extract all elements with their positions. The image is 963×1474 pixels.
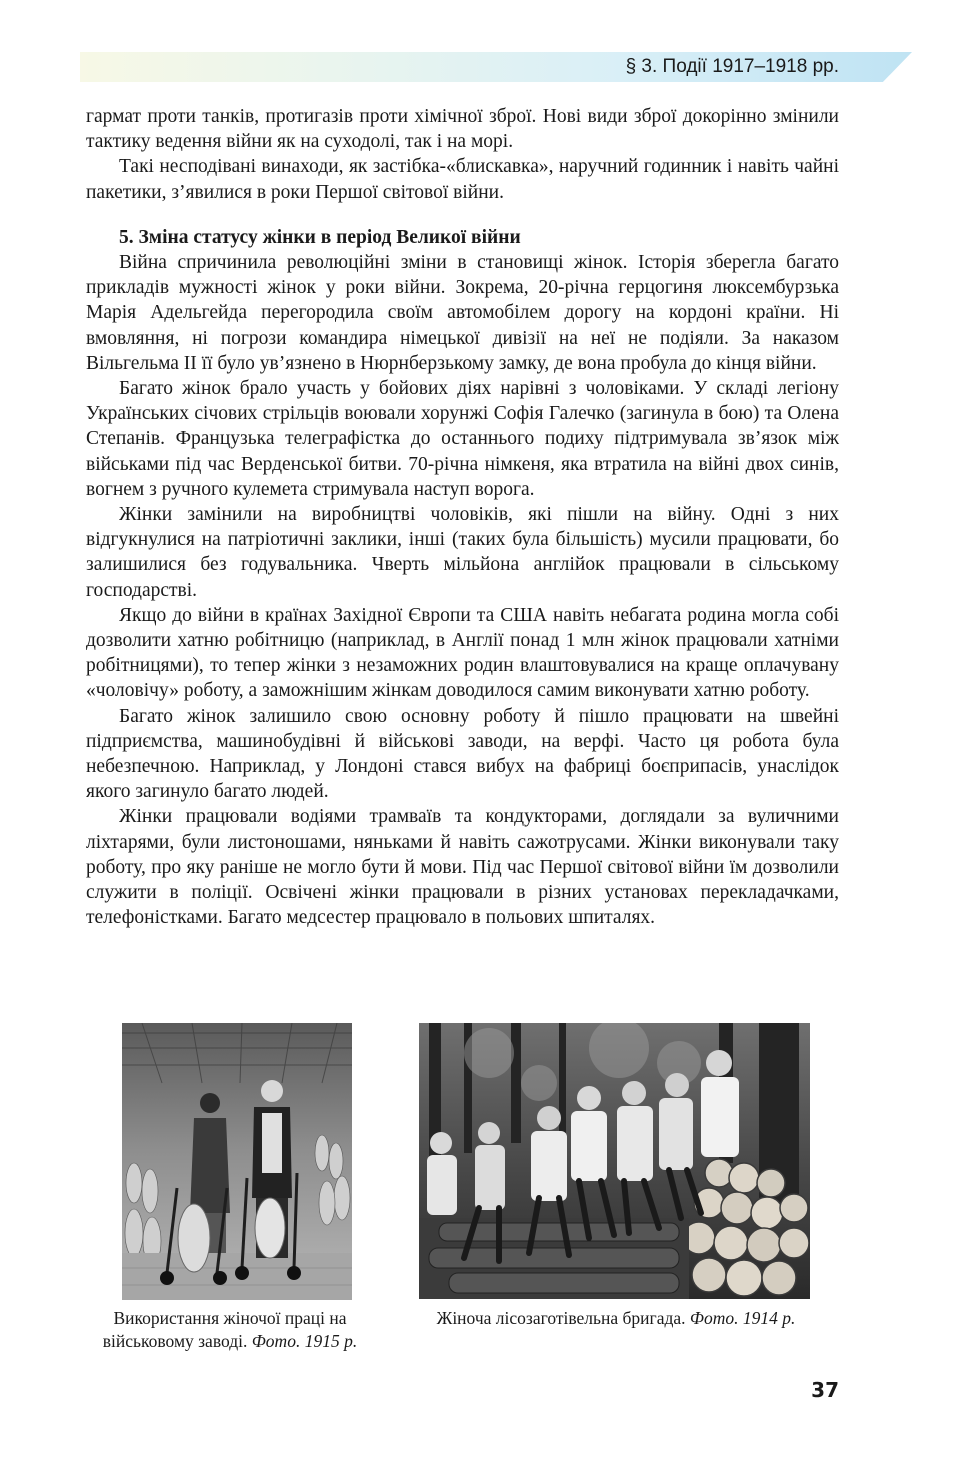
paragraph: гармат проти танків, протигазів проти хімічної зброї. Нові види зброї докорінно змінили тактику ведення війни як на суходолі, так і на морі. [86,106,839,153]
paragraph: Багато жінок залишило свою основну роботу й пішло працювати на швейні підприємства, машинобудівні й військові заводи, на верфі. Часто ця робота була небезпечною. Наприклад, у Лондоні стався вибух на фабриці боєприпасів, унаслідок якого загинуло багато людей. [86,705,839,803]
caption-text: Використання жіночої праці на військовому заводі. [102,1308,347,1351]
paragraph: Жінки працювали водіями трамваїв та кондукторами, доглядали за вуличними ліхтарями, були листоношами, няньками й навіть сажотрусами. Жінки виконували таку роботу, про яку раніше не могло бути й мови. Під час Першої світової війни їм дозволили служити в поліції. Освічені жінки працювали в різних установах перекладачками, телефоністками. Багато медсестер працювало в польових шпиталях. [86,806,839,929]
main-text [86,104,839,931]
paragraph: Війна спричинила революційні зміни в становищі жінок. Історія зберегла багато прикладів мужності жінок у роки війни. Зокрема, 20-річна герцогиня люксембурзька Марія Адельгейда перегородила своїм автомобілем дорогу на кордоні країни. Ні вмовляння, ні погрози командира німецької дивізії на неї не подіяли. За наказом Вільгельма ІІ її було ув’язнено в Нюрнберзькому замку, де вона пробула до кінця війни. [86,252,839,374]
section-heading: 5. Зміна статусу жінки в період Великої війни [119,226,521,248]
section-header: § 3. Події 1917–1918 рр. [625,56,839,77]
caption-source: Фото. 1915 р. [251,1331,358,1351]
figure-caption [84,1307,376,1353]
paragraph: Багато жінок брало участь у бойових діях нарівні з чоловіками. У складі легіону Українських січових стрільців воювали хорунжі Софія Галечко (загинула в бою) та Олена Степанів. Французька телеграфістка до останнього подиху підтримувала зв’язок між військами під час Верденської битви. 70-річна німкеня, яка втратила на війні двох синів, вогнем з ручного кулемета стримувала наступ ворога. [86,378,839,500]
paragraph: Такі несподівані винаходи, як застібка-«блискавка», наручний годинник і навіть чайні пакетики, з’явилися в роки Першої світової війни. [86,156,839,203]
factory-photo [122,1023,352,1300]
paragraph: Жінки замінили на виробництві чоловіків, які пішли на війну. Одні з них відгукнулися на патріотичні заклики, інші (таких була більшість) мусили працювати, бо залишилися без годувальника. Чверть мільйона англійок працювали в сільському господарстві. [86,504,839,601]
figure-caption [404,1307,828,1330]
caption-source: Фото. 1914 р. [689,1308,796,1328]
lumber-brigade-photo [419,1023,810,1299]
caption-text: Жіноча лісозаготівельна бригада. [436,1308,690,1328]
page-number: 37 [811,1378,839,1402]
paragraph: Якщо до війни в країнах Західної Європи та США навіть небагата родина могла собі дозволити хатню робітницю (наприклад, в Англії понад 1 млн жінок працювали хатніми робітницями), то тепер жінки з незаможних родин влаштовувалися на краще оплачувану «чоловічу» роботу, а заможнішим жінкам доводилося самим виконувати хатню роботу. [86,604,839,702]
